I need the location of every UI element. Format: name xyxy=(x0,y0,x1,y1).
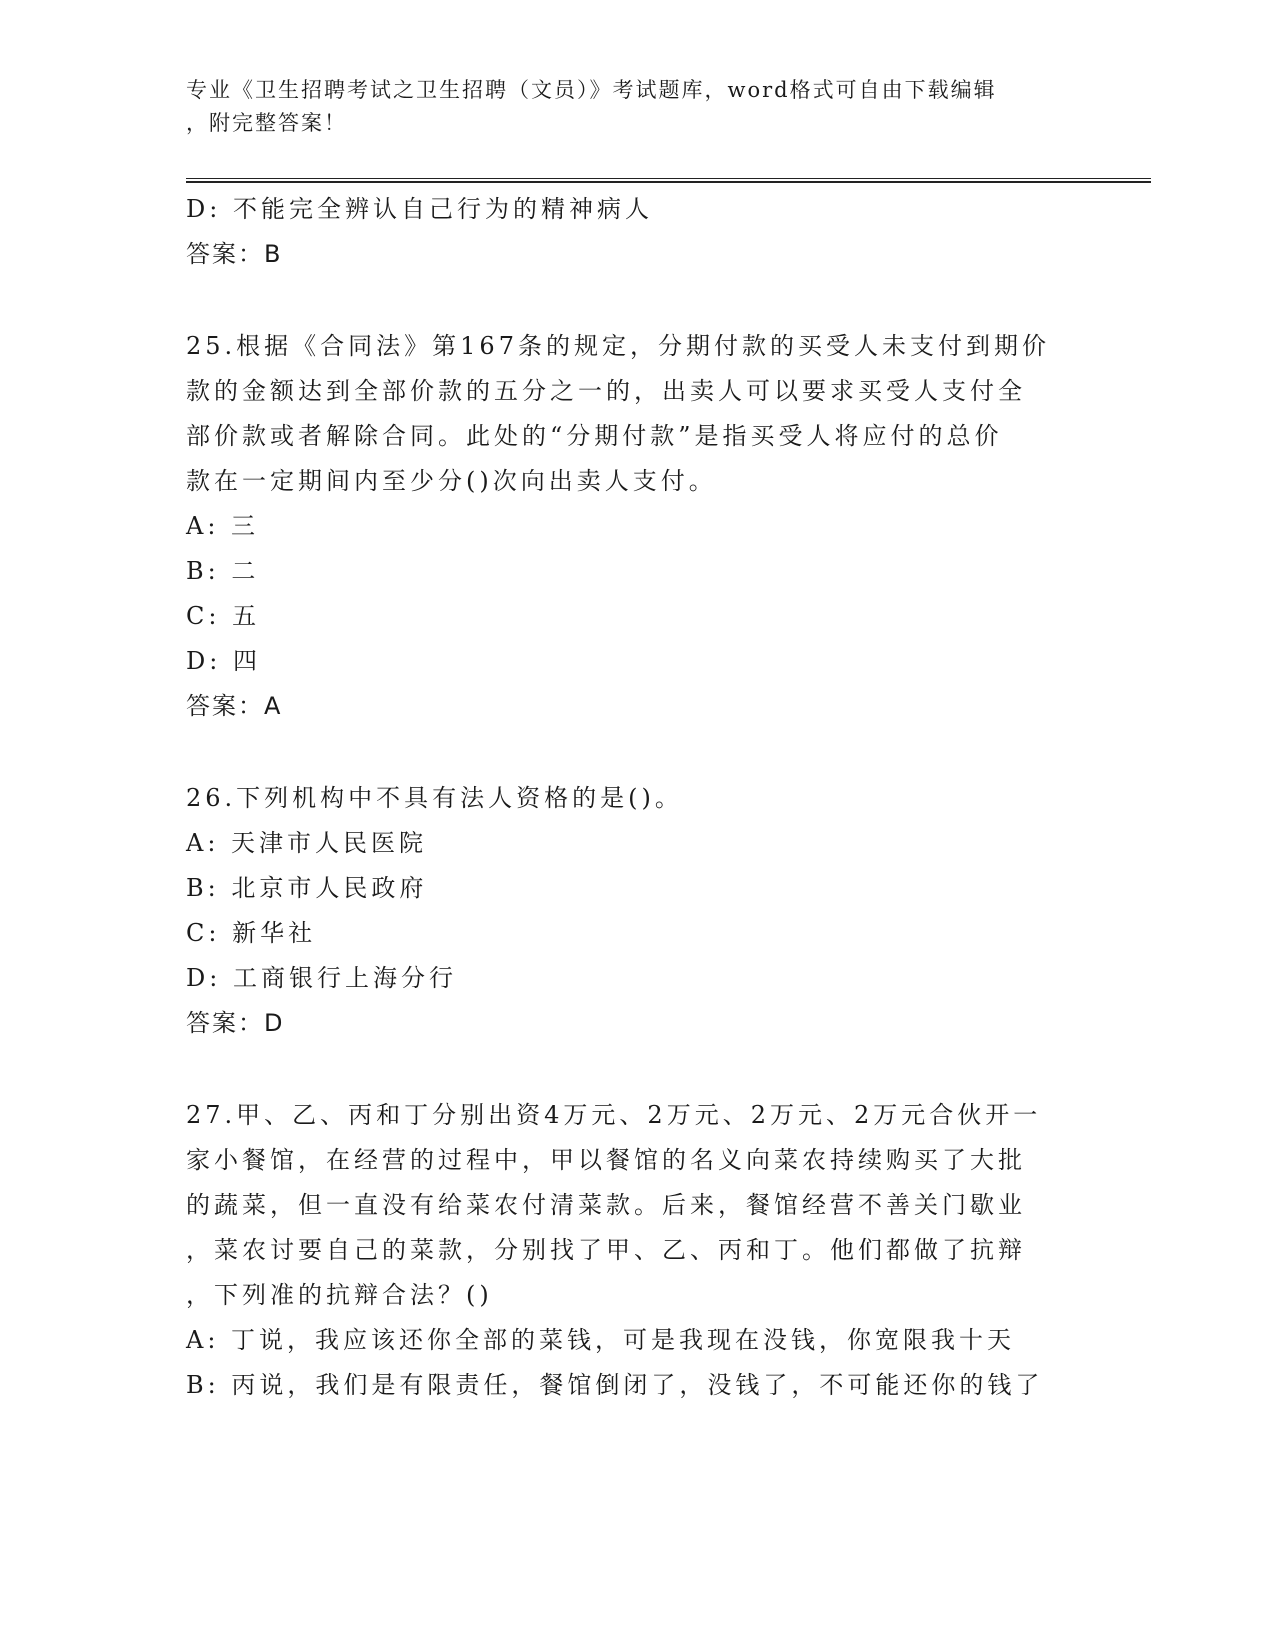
option-a: A: 丁说，我应该还你全部的菜钱，可是我现在没钱，你宽限我十天 xyxy=(186,1326,1016,1354)
option-d: D: 不能完全辨认自己行为的精神病人 xyxy=(186,195,653,223)
header-line-2: ，附完整答案！ xyxy=(186,111,347,135)
option-b: B: 北京市人民政府 xyxy=(186,874,428,902)
document-body xyxy=(186,187,1086,1408)
document-header xyxy=(186,74,1066,140)
option-c: C: 新华社 xyxy=(186,919,317,947)
option-d: D: 四 xyxy=(186,647,261,675)
question-text-line: 家小餐馆，在经营的过程中，甲以餐馆的名义向菜农持续购买了大批 xyxy=(186,1146,1026,1174)
question-text-line: 款的金额达到全部价款的五分之一的，出卖人可以要求买受人支付全 xyxy=(186,377,1026,405)
question-text-line: 25.根据《合同法》第167条的规定，分期付款的买受人未支付到期价 xyxy=(186,332,1050,360)
option-a: A: 三 xyxy=(186,512,260,540)
question-text-line: 的蔬菜，但一直没有给菜农付清菜款。后来，餐馆经营不善关门歇业 xyxy=(186,1191,1026,1219)
option-b: B: 丙说，我们是有限责任，餐馆倒闭了，没钱了，不可能还你的钱了 xyxy=(186,1371,1044,1399)
question-25 xyxy=(186,324,1086,504)
question-27 xyxy=(186,1093,1086,1318)
option-c: C: 五 xyxy=(186,602,261,630)
question-text-line: 27.甲、乙、丙和丁分别出资4万元、2万元、2万元、2万元合伙开一 xyxy=(186,1101,1042,1129)
answer-line: 答案：B xyxy=(186,240,283,268)
header-line-1: 专业《卫生招聘考试之卫生招聘（文员）》考试题库，word格式可自由下载编辑 xyxy=(186,78,997,102)
option-a: A: 天津市人民医院 xyxy=(186,829,428,857)
answer-line: 答案：A xyxy=(186,692,283,720)
option-b: B: 二 xyxy=(186,557,260,585)
question-text-line: 26.下列机构中不具有法人资格的是()。 xyxy=(186,784,683,812)
question-text-line: 部价款或者解除合同。此处的“分期付款”是指买受人将应付的总价 xyxy=(186,422,1003,450)
question-text-line: ，菜农讨要自己的菜款，分别找了甲、乙、丙和丁。他们都做了抗辩 xyxy=(186,1236,1026,1264)
header-divider xyxy=(186,178,1151,183)
question-26 xyxy=(186,776,1086,821)
question-text-line: 款在一定期间内至少分()次向出卖人支付。 xyxy=(186,467,717,495)
option-d: D: 工商银行上海分行 xyxy=(186,964,457,992)
question-text-line: ，下列准的抗辩合法？() xyxy=(186,1281,493,1309)
answer-line: 答案：D xyxy=(186,1009,285,1037)
